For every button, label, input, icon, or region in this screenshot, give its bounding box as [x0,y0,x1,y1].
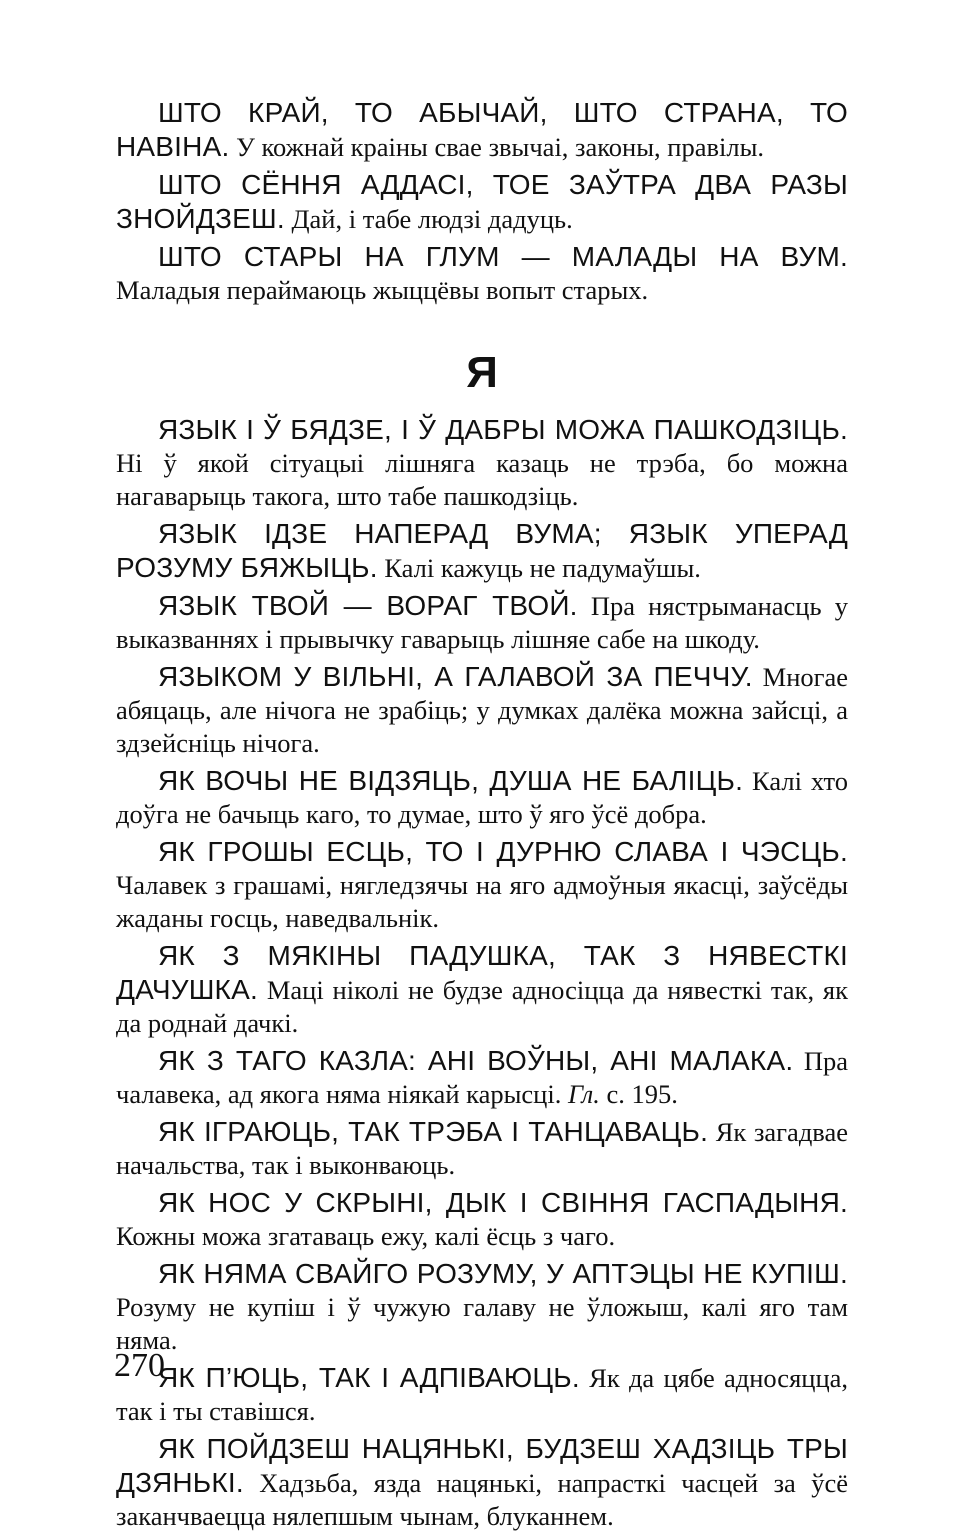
entry-headword: ЯЗЫКОМ У ВІЛЬНІ, А ГАЛАВОЙ ЗА ПЕЧЧУ. [158,661,753,692]
entry-headword: ЯК П’ЮЦЬ, ТАК І АДПІВАЮЦЬ. [158,1362,580,1393]
entry-explanation: Кожны можа згатаваць ежу, калі ёсць з чаго. [116,1221,616,1251]
entry-headword: ЯК ІГРАЮЦЬ, ТАК ТРЭБА І ТАНЦАВАЦЬ. [158,1116,709,1147]
entry-explanation: Розуму не купіш і ў чужую галаву не ўложыш, калі яго там няма. [116,1292,848,1355]
cross-reference-page: с. 195. [606,1079,678,1109]
entry-explanation: Ні ў якой сітуацыі лішняга казаць не трэба, бо можна нагаварыць такога, што табе пашкодзіць. [116,448,848,511]
entry-headword: ШТО СТАРЫ НА ГЛУМ — МАЛАДЫ НА ВУМ. [158,241,848,272]
entry-yak-vochy [116,764,848,831]
entry-shto-kraj [116,96,848,164]
entry-yazyk-i-u-biadze [116,413,848,513]
cross-reference-abbr: Гл. [567,1079,600,1109]
entry-headword: ЯК ВОЧЫ НЕ ВІДЗЯЦЬ, ДУША НЕ БАЛІЦЬ. [158,765,744,796]
entry-yak-pojdzesh [116,1432,848,1533]
entry-yak-piuts [116,1361,848,1428]
entry-explanation: Пра нястрыманасць у выказваннях і прывычку гаварыць лішняе сабе на шкоду. [116,591,848,654]
entry-explanation: Маладыя пераймаюць жыццёвы вопыт старых. [116,275,649,305]
entry-explanation: Хадзьба, язда нацянькі, напраcткі часцей за ўсё заканчваецца нялепшым чынам, блуканнем. [116,1468,848,1531]
entry-explanation: У кожнай краіны свае звычаі, законы, правілы. [236,132,765,162]
entry-yak-z-tago-kazla [116,1044,848,1111]
entry-headword: ЯК ПОЙДЗЕШ НАЦЯНЬКІ, БУДЗЕШ ХАДЗІЦЬ ТРЫ ДЗЯНЬКІ. [116,1433,848,1498]
page-number: 270 [114,1347,165,1384]
entry-yak-niama-rozumu [116,1257,848,1357]
entry-headword: ЯЗЫК ТВОЙ — ВОРАГ ТВОЙ. [158,590,578,621]
entry-explanation: Пра чалавека, ад якога няма ніякай карысці. [116,1046,849,1109]
entry-headword: ЯЗЫК ІДЗЕ НАПЕРАД ВУМА; ЯЗЫК УПЕРАД РОЗУМУ БЯЖЫЦЬ. [116,518,848,583]
entry-yazykom-u-vilni [116,660,848,760]
entry-headword: ЯК НЯМА СВАЙГО РОЗУМУ, У АПТЭЦЫ НЕ КУПІШ. [158,1258,848,1289]
entry-yazyk-idze [116,517,848,585]
entry-explanation: Многае абяцаць, але нічога не зрабіць; у думках далёка можна зайсці, а здзейсніць нічога. [116,662,849,758]
entry-headword: ЯК З ТАГО КАЗЛА: АНІ ВОЎНЫ, АНІ МАЛАКА. [158,1045,794,1076]
entry-shto-sionnia [116,168,848,236]
entry-yak-z-miakiny [116,939,848,1040]
entry-headword: ЯК З МЯКІНЫ ПАДУШКА, ТАК З НЯВЕСТКІ ДАЧУШКА. [116,940,848,1005]
entry-explanation: Як да цябе адносяцца, так і ты ставішся. [116,1363,849,1426]
entry-headword: ЯЗЫК І Ў БЯДЗЕ, І Ў ДАБРЫ МОЖА ПАШКОДЗІЦЬ. [158,414,848,445]
entry-shto-stary [116,240,848,307]
entry-headword: ШТО КРАЙ, ТО АБЫЧАЙ, ШТО СТРАНА, ТО НАВІНА. [116,97,848,162]
entry-yak-groshy [116,835,848,935]
entry-explanation: Маці ніколі не будзе адносіцца да нявесткі так, як да роднай дачкі. [116,975,848,1038]
entry-yak-igrajuts [116,1115,848,1182]
entry-explanation: Чалавек з грашамі, нягледзячы на яго адмоўныя якасці, заўсёды жаданы госць, наведвальнік. [116,870,848,933]
entry-explanation: Як загадвае начальства, так і выконваюць. [116,1117,848,1180]
entry-yazyk-tvoj [116,589,848,656]
entry-explanation: Калі кажуць не падумаўшы. [384,553,701,583]
entry-headword: ШТО СЁННЯ АДДАСІ, ТОЕ ЗАЎТРА ДВА РАЗЫ ЗНОЙДЗЕШ. [116,169,848,234]
entry-headword: ЯК ГРОШЫ ЕСЦЬ, ТО І ДУРНЮ СЛАВА І ЧЭСЦЬ. [158,836,848,867]
entry-headword: ЯК НОС У СКРЫНІ, ДЫК І СВІННЯ ГАСПАДЫНЯ. [158,1187,848,1218]
entry-explanation: Дай, і табе людзі дадуць. [291,204,573,234]
entry-explanation: Калі хто доўга не бачыць каго, то думае, што ў яго ўсё добра. [116,766,849,829]
section-letter-heading: Я [466,348,498,397]
entry-yak-nos [116,1186,848,1253]
